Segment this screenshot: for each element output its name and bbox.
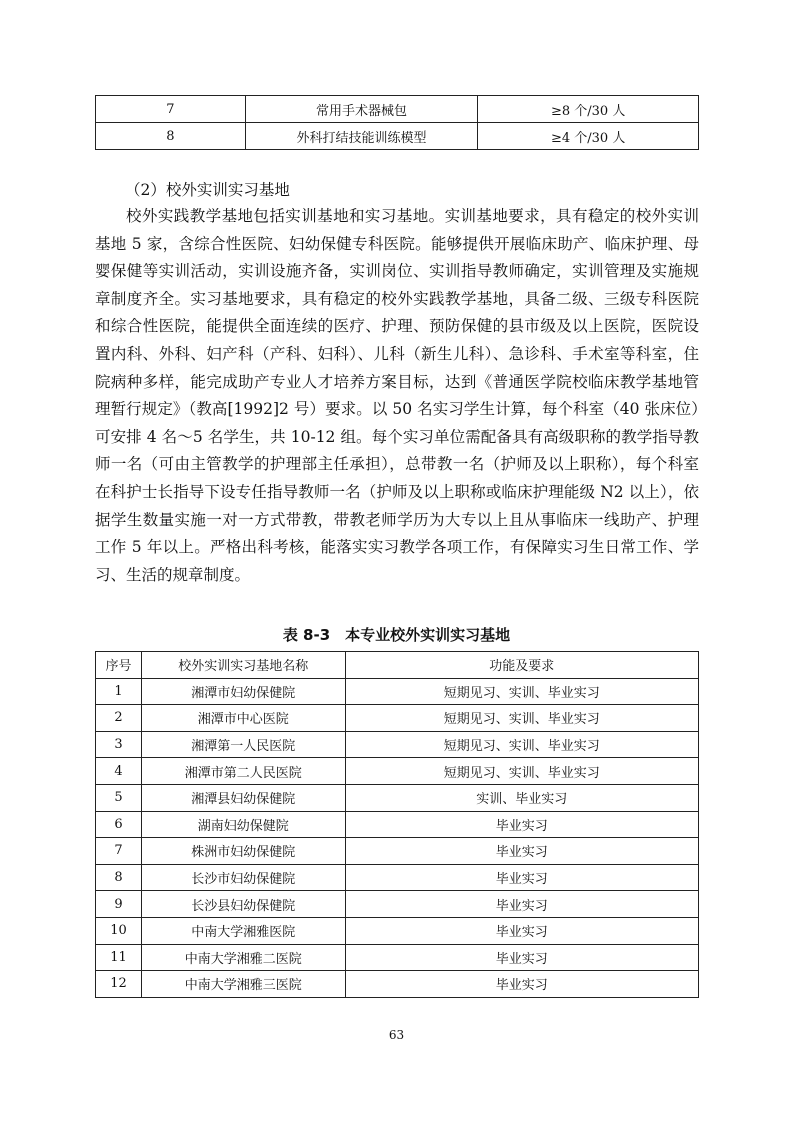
table-row	[96, 838, 699, 865]
cell-name: 湘潭市妇幼保健院	[141, 678, 345, 705]
cell-no: 12	[96, 971, 142, 998]
cell-name: 长沙县妇幼保健院	[141, 891, 345, 918]
cell-function: 毕业实习	[345, 917, 698, 944]
section-heading: （2）校外实训实习基地	[125, 181, 290, 199]
cell-name: 中南大学湘雅三医院	[141, 971, 345, 998]
table-row	[96, 917, 699, 944]
table-header-row	[96, 652, 699, 679]
cell-no: 9	[96, 891, 142, 918]
table-row	[96, 678, 699, 705]
cell-no: 3	[96, 731, 142, 758]
cell-no: 10	[96, 917, 142, 944]
cell-no: 8	[96, 864, 142, 891]
training-bases-table	[95, 651, 699, 998]
cell-name: 湘潭县妇幼保健院	[141, 784, 345, 811]
cell-function: 短期见习、实训、毕业实习	[345, 678, 698, 705]
cell-function: 毕业实习	[345, 944, 698, 971]
table-row	[96, 731, 699, 758]
cell-function: 短期见习、实训、毕业实习	[345, 705, 698, 732]
cell-name: 湘潭市中心医院	[141, 705, 345, 732]
cell-name: 长沙市妇幼保健院	[141, 864, 345, 891]
cell-function: 短期见习、实训、毕业实习	[345, 731, 698, 758]
cell-qty: ≥4 个/30 人	[478, 123, 699, 150]
cell-name: 湘潭第一人民医院	[141, 731, 345, 758]
table-row	[96, 784, 699, 811]
cell-no: 11	[96, 944, 142, 971]
table-row	[96, 705, 699, 732]
cell-name: 湘潭市第二人民医院	[141, 758, 345, 785]
table-row	[96, 96, 699, 123]
body-paragraph: 校外实践教学基地包括实训基地和实习基地。实训基地要求，具有稳定的校外实训基地 5 家，含综合性医院、妇幼保健专科医院。能够提供开展临床助产、临床护理、母婴保健等实训活动，实训设施齐备，实训岗位、实训指导教师确定，实训管理及实施规章制度齐全。实习基地要求，具有稳定的校外实践教学基地，具备二级、三级专科医院和综合性医院，能提供全面连续的医疗、护理、预防保健的县市级及以上医院，医院设置内科、外科、妇产科（产科、妇科）、儿科（新生儿科）、急诊科、手术室等科室，住院病种多样，能完成助产专业人才培养方案目标，达到《普通医学院校临床教学基地管理暂行规定》（教高[1992]2 号）要求。以 50 名实习学生计算，每个科室（40 张床位）可安排 4 名～5 名学生，共 10-12 组。每个实习单位需配备具有高级职称的教学指导教师一名（可由主管教学的护理部主任承担），总带教一名（护师及以上职称），每个科室在科护士长指导下设专任指导教师一名（护师及以上职称或临床护理能级 N2 以上），依据学生数量实施一对一方式带教，带教老师学历为大专以上且从事临床一线助产、护理工作 5 年以上。严格出科考核，能落实实习教学各项工作，有保障实习生日常工作、学习、生活的规章制度。	[95, 207, 699, 584]
cell-name: 中南大学湘雅医院	[141, 917, 345, 944]
header-name: 校外实训实习基地名称	[141, 652, 345, 679]
cell-function: 毕业实习	[345, 891, 698, 918]
cell-no: 6	[96, 811, 142, 838]
cell-function: 实训、毕业实习	[345, 784, 698, 811]
cell-name: 中南大学湘雅二医院	[141, 944, 345, 971]
table-row	[96, 864, 699, 891]
cell-function: 短期见习、实训、毕业实习	[345, 758, 698, 785]
cell-no: 7	[96, 96, 246, 123]
cell-name: 株洲市妇幼保健院	[141, 838, 345, 865]
cell-name: 常用手术器械包	[245, 96, 478, 123]
cell-function: 毕业实习	[345, 864, 698, 891]
cell-function: 毕业实习	[345, 811, 698, 838]
table-row	[96, 123, 699, 150]
table-row	[96, 811, 699, 838]
cell-no: 1	[96, 678, 142, 705]
cell-name: 外科打结技能训练模型	[245, 123, 478, 150]
table-row	[96, 758, 699, 785]
table-row	[96, 891, 699, 918]
cell-function: 毕业实习	[345, 838, 698, 865]
equipment-table	[95, 95, 699, 150]
cell-name: 湖南妇幼保健院	[141, 811, 345, 838]
table-row	[96, 971, 699, 998]
page-number: 63	[388, 1028, 405, 1042]
header-no: 序号	[96, 652, 142, 679]
cell-function: 毕业实习	[345, 971, 698, 998]
table-caption: 表 8-3 本专业校外实训实习基地	[282, 626, 511, 644]
cell-no: 7	[96, 838, 142, 865]
cell-no: 5	[96, 784, 142, 811]
cell-no: 4	[96, 758, 142, 785]
header-function: 功能及要求	[345, 652, 698, 679]
cell-no: 2	[96, 705, 142, 732]
cell-no: 8	[96, 123, 246, 150]
table-row	[96, 944, 699, 971]
cell-qty: ≥8 个/30 人	[478, 96, 699, 123]
